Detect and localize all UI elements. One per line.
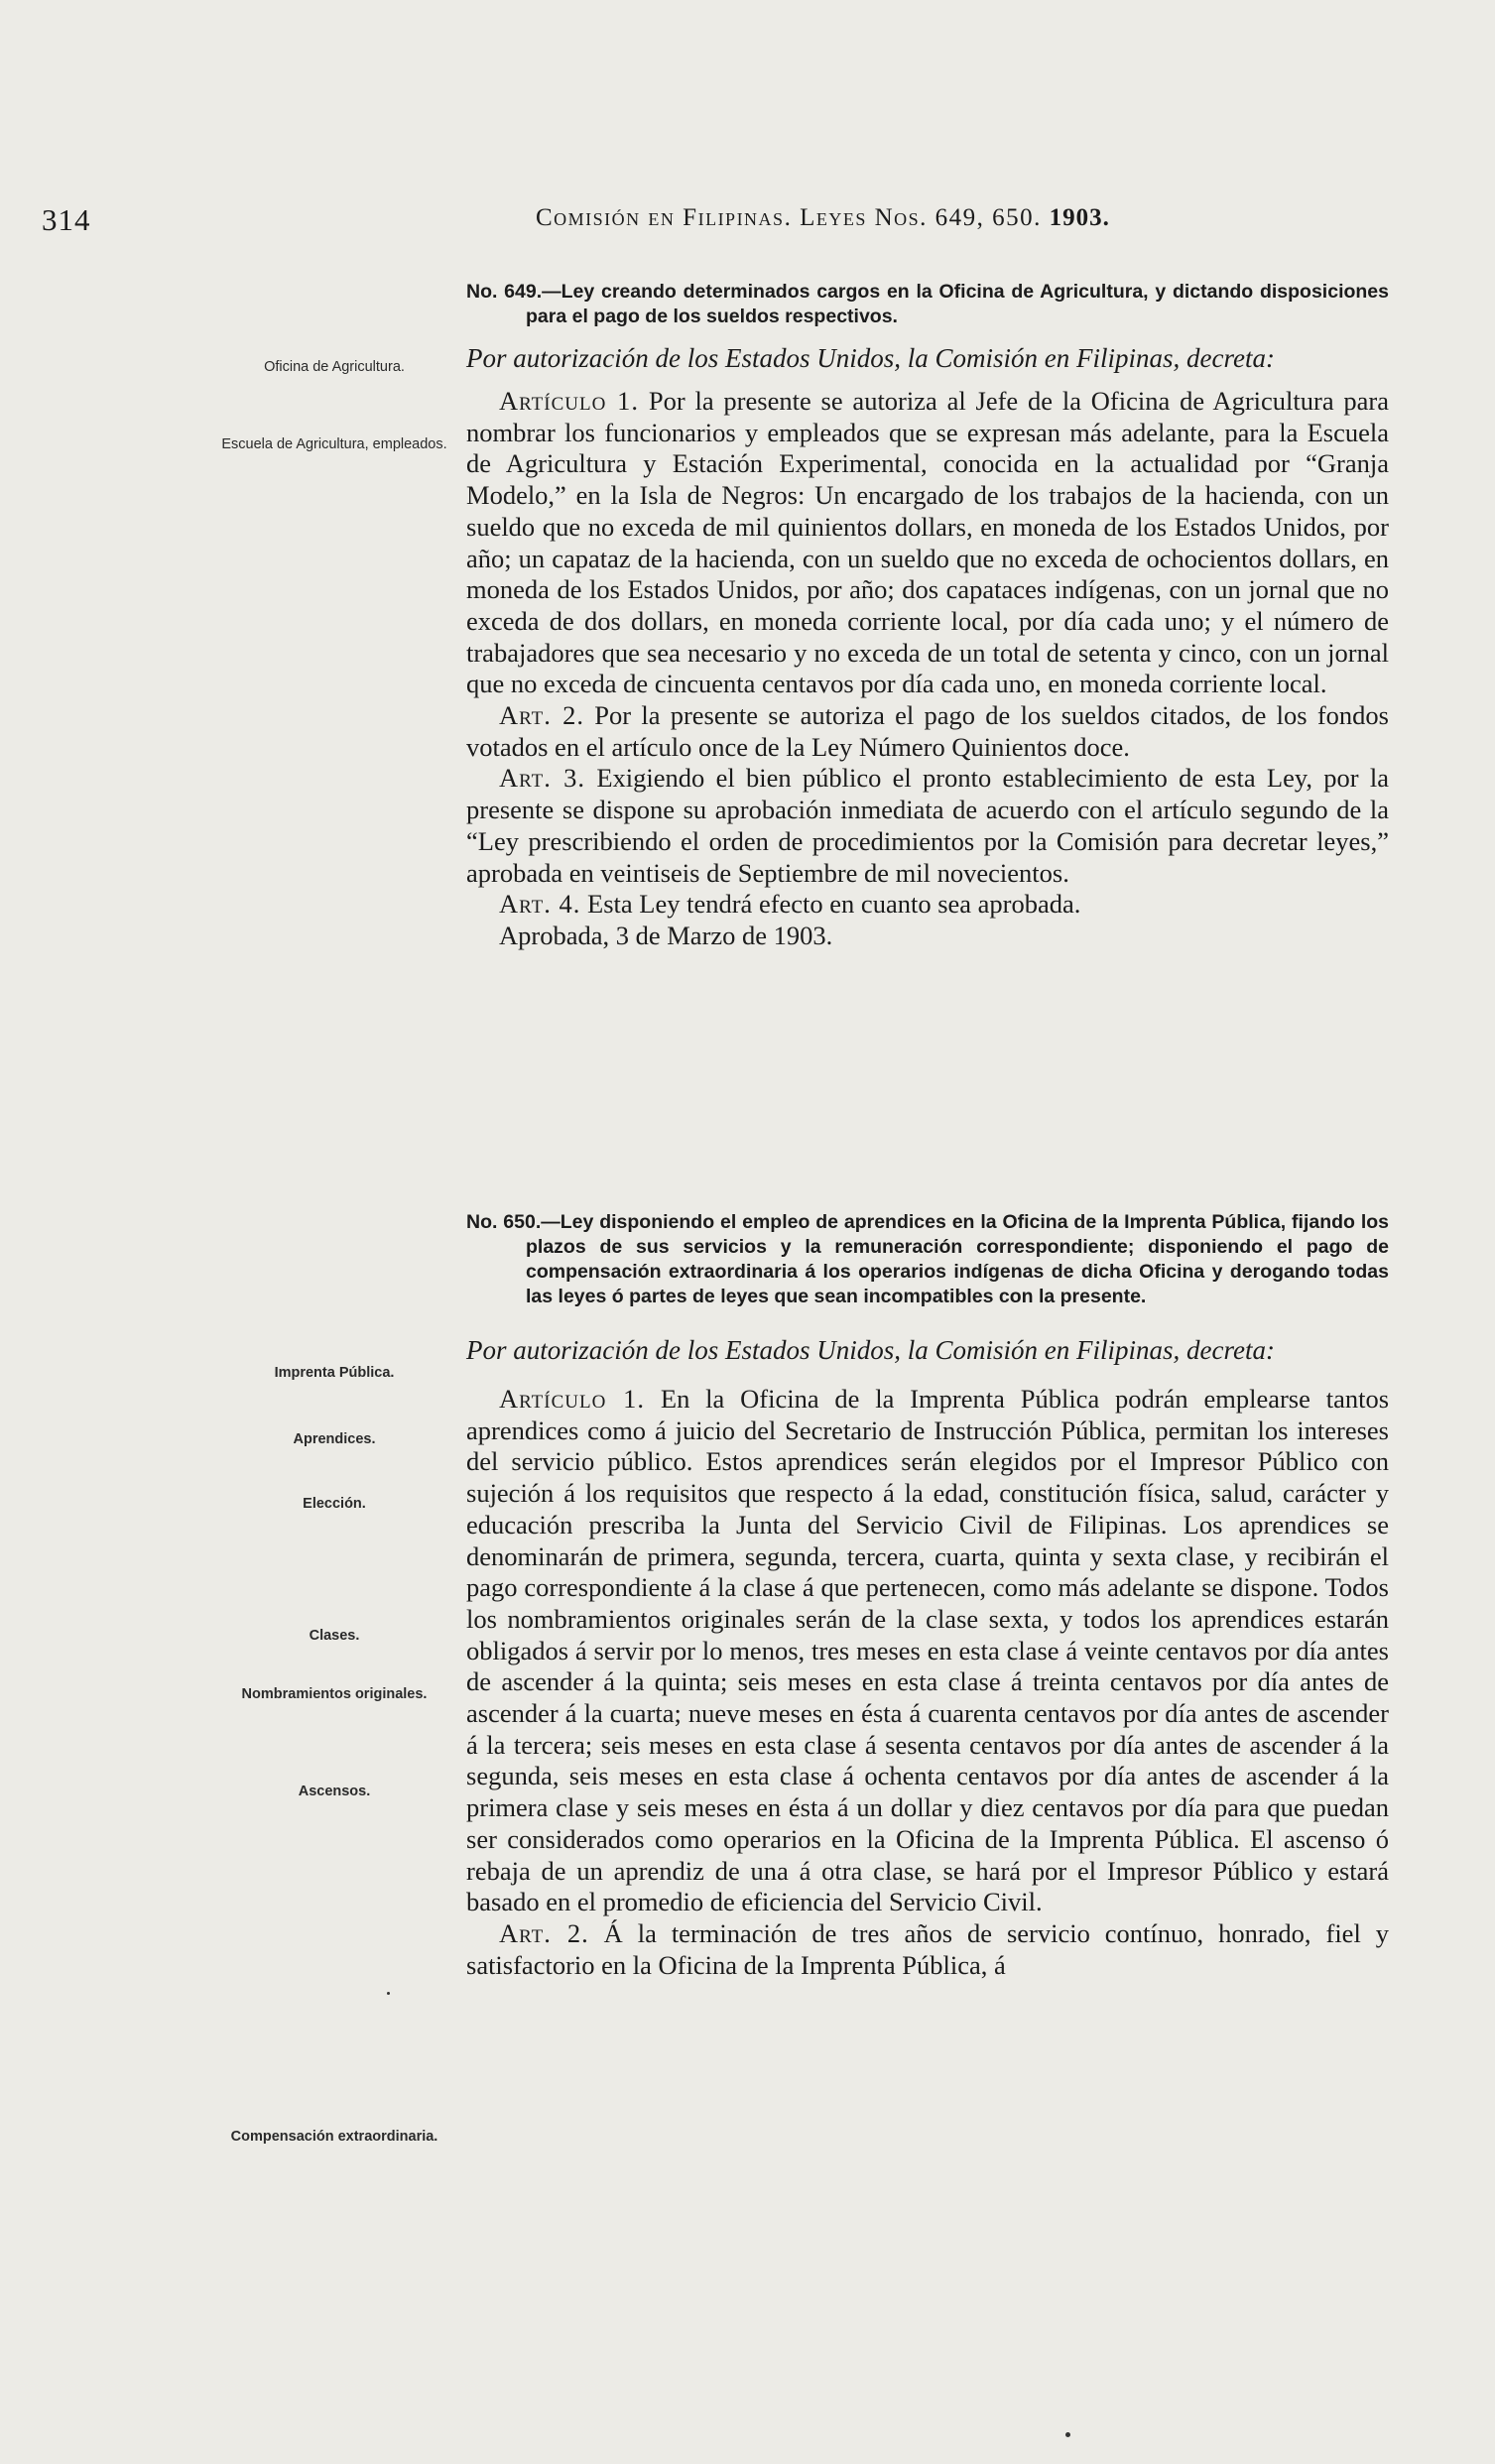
law-650-article-2-text: Á la terminación de tres años de servicio contínuo, honrado, fiel y satisfactorio en la Oficina de la Imprenta Pública, á (466, 1917, 1389, 1980)
law-650-title: No. 650.—Ley disponiendo el empleo de aprendices en la Oficina de la Imprenta Pública, fijando los plazos de sus servicios y la remuneración correspondiente; disponiendo el pago de compensación extraordinaria á los operarios indígenas de dicha Oficina y derogando todas las leyes ó partes de leyes que sean incompatibles con la presente. (466, 1211, 1389, 1307)
print-speck (387, 1992, 390, 1995)
law-650-article-1-lead: Artículo 1. (499, 1384, 646, 1414)
margin-note-aprendices: Aprendices. (293, 1431, 376, 1447)
law-649-article-3-text: Exigiendo el bien público el pronto establecimiento de esta Ley, por la presente se dispone su aprobación inmediata de acuerdo con el artículo segundo de la “Ley prescribiendo el orden de procedimientos por la Comisión para decretar leyes,” aprobada en veintiseis de Septiembre de mil novecientos. (466, 763, 1390, 888)
law-649-article-1-lead: Artículo 1. (499, 386, 640, 416)
law-649-article-3 (466, 763, 1389, 889)
law-650-article-1-text: En la Oficina de la Imprenta Pública podrán emplearse tantos aprendices como á juicio del Secretario de Instrucción Pública, permitan los intereses del servicio público. Estos aprendices serán elegidos por el Impresor Público con sujeción á los requisitos que respecto á la edad, constitución física, salud, carácter y educación prescriba la Junta del Servicio Civil de Filipinas. Los aprendices se denominarán de primera, segunda, tercera, cuarta, quinta y sexta clase, y recibirán el pago correspondiente á la clase á que pertenecen, como más adelante se dispone. Todos los nombramientos originales serán de la clase sexta, y todos los aprendices estarán obligados á servir por lo menos, tres meses en esta clase á veinte centavos por día antes de ascender á la quinta; seis meses en esta clase á treinta centavos por día antes de ascender á la cuarta; nueve meses en ésta á cuarenta centavos por día antes de ascender á la tercera; seis meses en esta clase á sesenta centavos por día antes de ascender á la segunda, seis meses en esta clase á ochenta centavos por día antes de ascender á la primera clase y seis meses en ésta á un dollar y diez centavos por día para que puedan ser considerados como operarios en la Oficina de la Imprenta Pública. El ascenso ó rebaja de un aprendiz de una á otra clase, se hará por el Impresor Público y estará basado en el promedio de eficiencia del Servicio Civil. (466, 1384, 1390, 1917)
margin-note-oficina-agricultura: Oficina de Agricultura. (264, 359, 405, 375)
law-649-article-3-lead: Art. 3. (499, 763, 586, 794)
law-649-article-2-lead: Art. 2. (499, 700, 585, 731)
print-speck (1065, 2432, 1070, 2437)
law-650-enacting-clause: Por autorización de los Estados Unidos, la Comisión en Filipinas, decreta: (466, 1335, 1275, 1365)
law-649-title: No. 649.—Ley creando determinados cargos en la Oficina de Agricultura, y dictando disposiciones para el pago de los sueldos respectivos. (466, 281, 1389, 327)
law-649-article-1-text: Por la presente se autoriza al Jefe de la Oficina de Agricultura para nombrar los funcionarios y empleados que se expresan más adelante, para la Escuela de Agricultura y Estación Experimental, conocida en la actualidad por “Granja Modelo,” en la Isla de Negros: Un encargado de los trabajos de la hacienda, con un sueldo que no exceda de mil quinientos dollars, en moneda de los Estados Unidos, por año; un capataz de la hacienda, con un sueldo que no exceda de ochocientos dollars, en moneda de los Estados Unidos, por año; dos capataces indígenas, con un jornal que no exceda de dos dollars, en moneda corriente local, por día cada uno; y el número de trabajadores que sea necesario y no exceda de un total de setenta y cinco, con un jornal que no exceda de cincuenta centavos por día cada uno, en moneda corriente local. (466, 386, 1390, 699)
law-650 (466, 1210, 1389, 1981)
law-649 (466, 280, 1389, 952)
margin-note-imprenta-publica: Imprenta Pública. (274, 1365, 395, 1381)
margin-note-nombramientos-originales: Nombramientos originales. (241, 1686, 428, 1702)
running-head-text: Comisión en Filipinas. Leyes Nos. 649, 650. (536, 204, 1042, 231)
page-number: 314 (42, 202, 91, 237)
margin-note-ascensos: Ascensos. (298, 1784, 371, 1799)
law-649-article-4 (466, 889, 1389, 921)
running-head (536, 204, 1110, 232)
law-649-approval-date: Aprobada, 3 de Marzo de 1903. (499, 920, 833, 950)
margin-note-eleccion: Elección. (303, 1496, 366, 1512)
margin-note-compensacion-extraordinaria: Compensación extraordinaria. (230, 2129, 438, 2145)
law-649-article-4-lead: Art. 4. (499, 889, 581, 920)
running-head-year: 1903. (1049, 204, 1110, 231)
law-650-article-2 (466, 1918, 1389, 1981)
law-649-enacting-clause: Por autorización de los Estados Unidos, la Comisión en Filipinas, decreta: (466, 343, 1275, 373)
law-649-article-2-text: Por la presente se autoriza el pago de los sueldos citados, de los fondos votados en el artículo once de la Ley Número Quinientos doce. (466, 700, 1389, 762)
law-650-article-1 (466, 1384, 1389, 1918)
law-649-article-4-text: Esta Ley tendrá efecto en cuanto sea aprobada. (587, 889, 1081, 920)
law-649-article-1 (466, 386, 1389, 700)
law-650-article-2-lead: Art. 2. (499, 1917, 589, 1948)
law-649-article-2 (466, 700, 1389, 763)
margin-note-clases: Clases. (309, 1628, 360, 1644)
margin-note-escuela-agricultura: Escuela de Agricultura, empleados. (221, 436, 447, 452)
